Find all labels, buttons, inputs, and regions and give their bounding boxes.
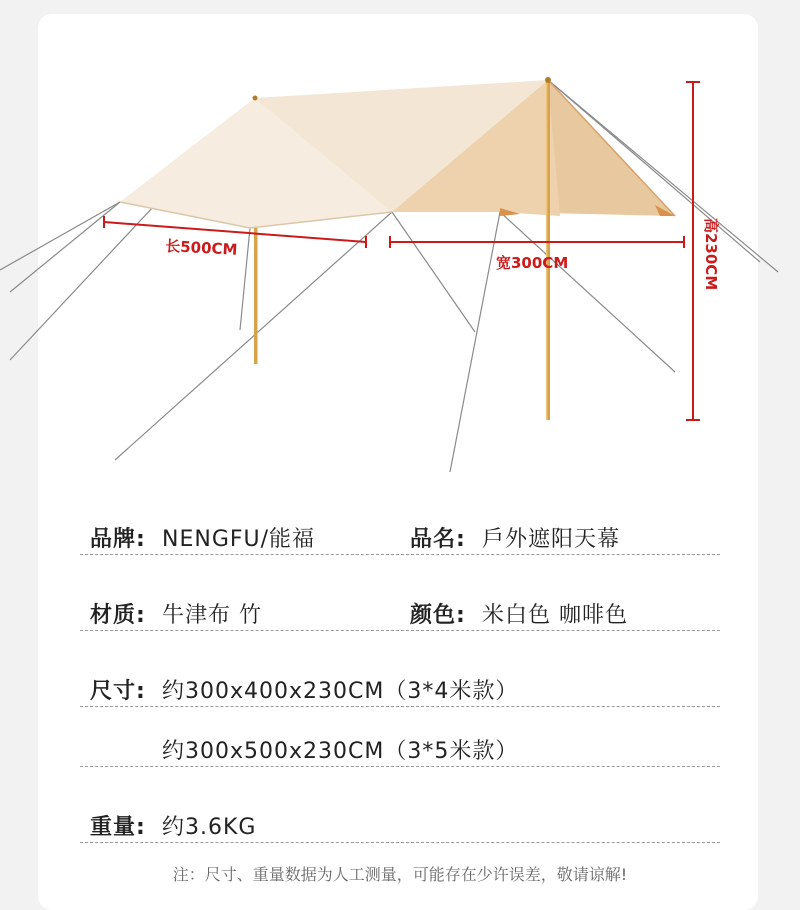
spec-row-weight (80, 802, 720, 843)
color-label: 颜色: (410, 603, 466, 628)
weight-label: 重量: (90, 815, 146, 840)
product-name-value: 戶外遮阳天幕 (482, 527, 621, 552)
spec-row-size (80, 666, 720, 707)
material-value: 牛津布 竹 (162, 603, 262, 628)
measurement-note: 注：尺寸、重量数据为人工测量，可能存在少许误差，敬请谅解! (172, 865, 628, 884)
size-label: 尺寸: (90, 679, 146, 704)
size-value-1: 约300x400x230CM（3*4米款） (162, 679, 519, 704)
product-name-label: 品名: (410, 527, 466, 552)
spec-row-size-2 (80, 726, 720, 767)
length-label: 长500CM (164, 237, 238, 259)
color-value: 米白色 咖啡色 (482, 603, 628, 628)
weight-value: 约3.6KG (162, 815, 257, 840)
brand-value: NENGFU/能福 (162, 527, 316, 552)
spec-row-brand (80, 514, 720, 555)
height-label: 高230CM (702, 218, 720, 291)
material-label: 材质: (90, 603, 146, 628)
spec-row-material (80, 590, 720, 631)
size-value-2: 约300x500x230CM（3*5米款） (162, 739, 519, 764)
width-label: 宽300CM (496, 254, 569, 272)
brand-label: 品牌: (90, 527, 146, 552)
